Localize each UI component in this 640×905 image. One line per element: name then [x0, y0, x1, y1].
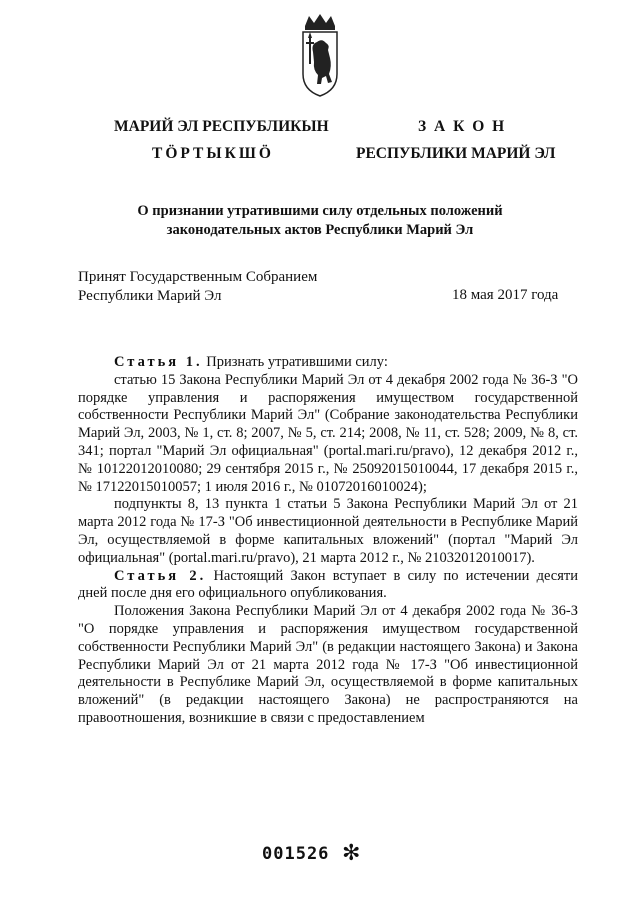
article-1-item-1: статью 15 Закона Республики Марий Эл от 4 декабря 2002 года № 36-З "О порядке управления и распоряжения имуществом государственной собственности Республики Марий Эл" (Собрание законодательства Республики Марий Эл, 2003, № 1, ст. 8; 2007, № 5, ст. 214; 2008, № 11, ст. 528; 2009, № 8, ст. 341; портал "Марий Эл официальная" (portal.mari.ru/pravo), 12 декабря 2012 г., № 10122012010080; 29 сентября 2015 г., № 25092015010044, 17 декабря 2015 г., № 17122015010057; 1 июля 2016 г., № 01072016010024); [78, 371, 578, 495]
law-title-mari: ТӦРТЫКШӦ [152, 145, 274, 162]
adoption-line-2: Республики Марий Эл [78, 288, 222, 304]
title-line-1: О признании утратившими силу отдельных положений [137, 203, 503, 219]
document-serial-number: 001526 [262, 844, 330, 864]
republic-name-russian: РЕСПУБЛИКИ МАРИЙ ЭЛ [356, 145, 556, 162]
republic-name-mari: МАРИЙ ЭЛ РЕСПУБЛИКЫН [114, 118, 329, 135]
article-2-label: Статья 2. [114, 567, 207, 584]
title-line-2: законодательных актов Республики Марий Эл [166, 222, 474, 238]
article-1-intro: Признать утратившими силу: [206, 354, 388, 370]
article-1-heading [78, 354, 578, 372]
document-title [60, 202, 580, 240]
article-1-label: Статья 1. [114, 354, 203, 370]
asterisk-mark: ✻ [342, 841, 361, 866]
article-2-text: Настоящий Закон вступает в силу по истечении десяти дней после дня его официального опубликования. [78, 567, 578, 602]
coat-of-arms-emblem [297, 12, 343, 98]
article-1-item-2: подпункты 8, 13 пункта 1 статьи 5 Закона Республики Марий Эл от 21 марта 2012 года № 17-З "Об инвестиционной деятельности в Республике Марий Эл, осуществляемой в форме капитальных вложений" (портал "Марий Эл официальная" (portal.mari.ru/pravo), 21 марта 2012 г., № 21032012010017). [78, 496, 578, 566]
adoption-line-1: Принят Государственным Собранием [78, 269, 318, 285]
article-2-paragraph-2: Положения Закона Республики Марий Эл от 4 декабря 2002 года № 36-З "О порядке управления и распоряжения имуществом государственной собственности Республики Марий Эл" (в редакции настоящего Закона) и Закона Республики Марий Эл от 21 марта 2012 года № 17-З "Об инвестиционной деятельности в Республике Марий Эл, осуществляемой в форме капитальных вложений" (в редакции настоящего Закона) не распространяются на правоотношения, возникшие в связи с предоставлением [78, 603, 578, 726]
adoption-block [78, 268, 317, 306]
document-body [78, 354, 578, 728]
article-2-paragraph-1 [78, 568, 578, 604]
adoption-date: 18 мая 2017 года [452, 287, 559, 303]
law-title-russian: З А К О Н [418, 118, 507, 135]
